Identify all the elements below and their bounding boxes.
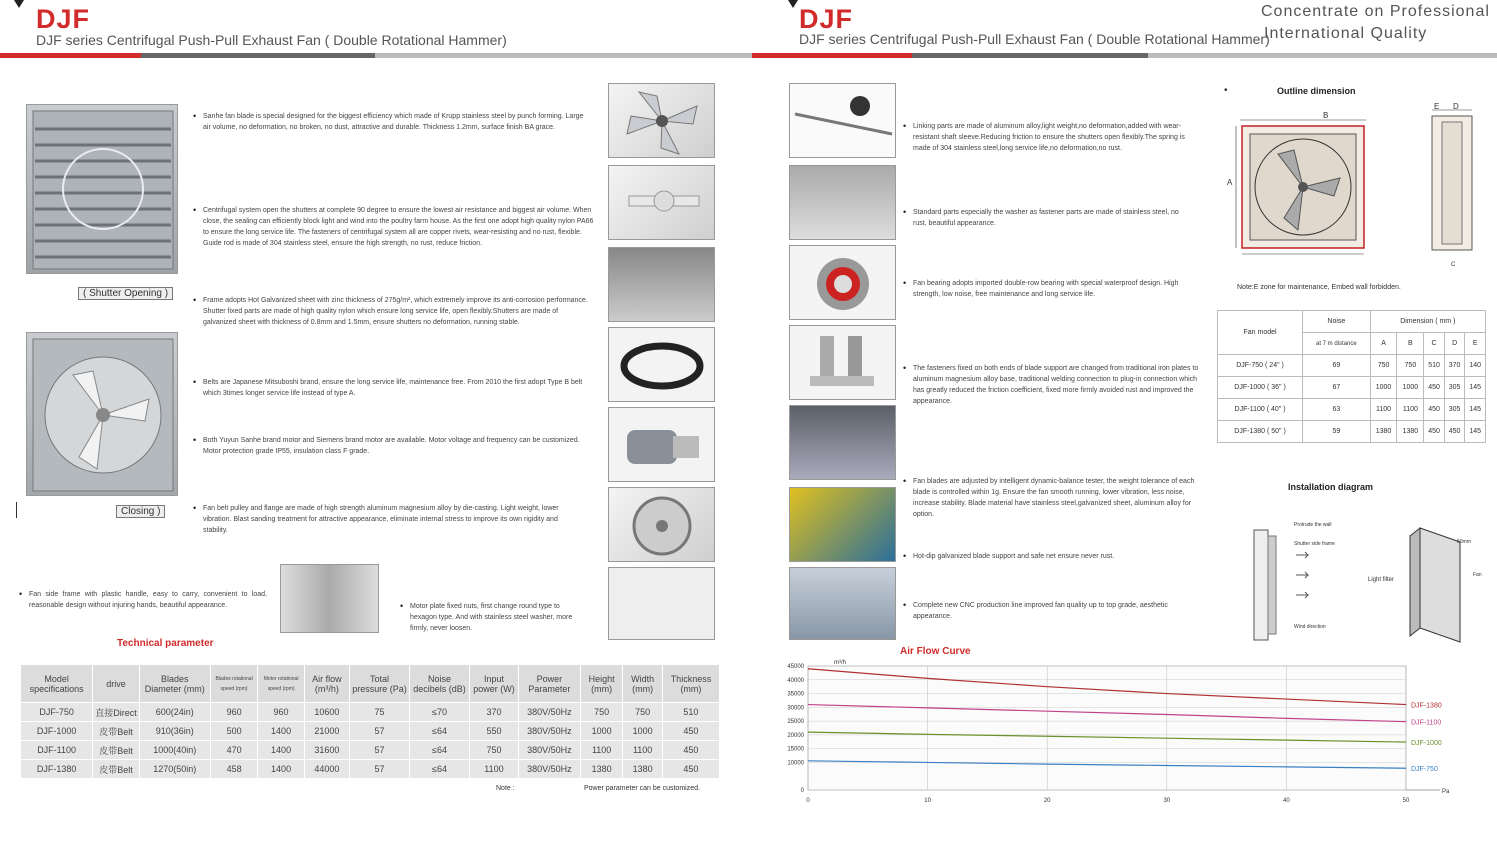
fan-open-drawing [27, 105, 178, 274]
belt-drawing [609, 328, 715, 402]
motor-photo [608, 407, 715, 482]
tech-table-cell: 直接Direct [93, 703, 140, 722]
series-label: DJF-1000 [1411, 740, 1442, 748]
series-label: DJF-1380 [1411, 702, 1442, 710]
dim-table-cell: DJF-1000 ( 36" ) [1218, 377, 1303, 399]
dim-th-dimension: Dimension ( mm ) [1370, 311, 1485, 333]
tech-table-cell: 44000 [304, 760, 349, 779]
corner-mark [14, 0, 24, 8]
th-motor-speed: Motor rotational speed (rpm) [258, 665, 304, 703]
tech-table-cell: 1000(40in) [139, 741, 210, 760]
dimension-table [1217, 310, 1486, 443]
tech-table-row [21, 722, 720, 741]
left-light-bar [375, 53, 752, 58]
tech-table-cell: 510 [662, 703, 719, 722]
dim-label-a: A [1227, 178, 1233, 187]
tech-table-cell: 380V/50Hz [518, 741, 580, 760]
tech-table-cell: DJF-1380 [21, 760, 93, 779]
x-tick-label: 20 [1043, 798, 1051, 804]
tech-table-cell: 皮带Belt [93, 722, 140, 741]
tech-table-cell: 380V/50Hz [518, 703, 580, 722]
right-logo: DJF [799, 4, 854, 34]
bullet-centrifugal-system: • Centrifugal system open the shutters at complete 90 degree to ensure the lowest air resistance and biggest air volume. When close, the sealing can efficiently block light and wind into the poultry farm house. As the first one adopt high quality nylon PA66 to ensure the long service life. The fasteners of centrifugal system all are copper rivets, wear-resisting and no rust, flexible. Guide rod is made of 304 stainless steel, ensure the high strength, no rust, reduce friction. [203, 205, 595, 249]
tech-table-cell: 57 [349, 741, 409, 760]
th-total-pressure: Total pressure (Pa) [349, 665, 409, 703]
air-flow-curve-title: Air Flow Curve [900, 646, 971, 657]
tech-table-cell: 1400 [258, 722, 304, 741]
bullet-belts: • Belts are Japanese Mitsuboshi brand, ensure the long service life, maintenance free. From 2010 the first adopt Type B belt which 3times longer service life instead of type A. [203, 377, 587, 399]
dim-table-cell: 67 [1303, 377, 1371, 399]
tech-table-cell: 450 [662, 722, 719, 741]
shutter-opening-caption: ( Shutter Opening ) [78, 287, 173, 300]
dim-table-cell: 1380 [1397, 421, 1424, 443]
th-input-power: Input power (W) [470, 665, 519, 703]
th-blade-speed: Blades rotational speed (rpm) [210, 665, 258, 703]
fan-closing-image [26, 332, 178, 496]
dim-th-e: E [1465, 333, 1486, 355]
label-50mm: 50mm [1457, 539, 1471, 545]
slogan-line-2: International Quality [1264, 25, 1428, 42]
tech-table-cell: 21000 [304, 722, 349, 741]
blade-drawing [609, 84, 715, 158]
dim-table-cell: 63 [1303, 399, 1371, 421]
tech-table-cell: 380V/50Hz [518, 722, 580, 741]
outline-note: Note:E zone for maintenance, Embed wall forbidden. [1237, 284, 1401, 291]
tech-table-cell: 57 [349, 760, 409, 779]
th-power-parameter: Power Parameter [518, 665, 580, 703]
dim-table-cell: DJF-1380 ( 50" ) [1218, 421, 1303, 443]
y-tick-label: 45000 [787, 664, 804, 670]
th-air-flow: Air flow (m³/h) [304, 665, 349, 703]
dim-table-cell: 145 [1465, 377, 1486, 399]
slogan-line-1: Concentrate on Professional [1261, 3, 1490, 20]
tech-table-row [21, 741, 720, 760]
y-tick-label: 20000 [787, 732, 804, 739]
dim-table-cell: 1000 [1370, 377, 1397, 399]
tech-table-cell: 370 [470, 703, 519, 722]
outline-bullet-icon: • [1224, 85, 1228, 96]
tech-table-cell: ≤64 [410, 722, 470, 741]
x-tick-label: 50 [1402, 798, 1410, 804]
dim-table-cell: 305 [1444, 399, 1465, 421]
dim-label-e: E [1434, 102, 1440, 111]
note-label: Note : [496, 785, 515, 792]
dim-table-cell: 450 [1424, 377, 1445, 399]
centrifugal-part-photo [608, 165, 715, 240]
nuts-photo [608, 567, 715, 640]
linking-parts-photo [789, 83, 896, 158]
tech-table-cell: DJF-750 [21, 703, 93, 722]
dim-table-row [1218, 399, 1486, 421]
bullet-blade-balance: • Fan blades are adjusted by intelligent dynamic-balance tester, the weight tolerance of each blade is controlled within 1g. Ensure the fan smooth running, lower vibration, less noise, increase stability. Blade material have stainless steel,galvanized sheet, aluminum alloy for option. [913, 476, 1197, 520]
series-label: DJF-1100 [1411, 719, 1442, 727]
dim-table-cell: 140 [1465, 355, 1486, 377]
dim-table-cell: 305 [1444, 377, 1465, 399]
bullet-handle: • Fan side frame with plastic handle, easy to carry, convenient to load, reasonable design without injuring hands, beautiful appearance. [29, 589, 267, 611]
x-tick-label: 10 [924, 798, 931, 804]
chart-plot-area [808, 666, 1406, 790]
tech-table-cell: 1380 [623, 760, 663, 779]
dim-table-cell: 59 [1303, 421, 1371, 443]
dim-table-cell: DJF-750 ( 24" ) [1218, 355, 1303, 377]
label-wind-direction: Wind direction [1294, 624, 1326, 630]
installation-diagram-title: Installation diagram [1288, 482, 1374, 492]
balance-tester-photo [789, 405, 896, 480]
dim-table-cell: 69 [1303, 355, 1371, 377]
th-width: Width (mm) [623, 665, 663, 703]
bullet-cnc: • Complete new CNC production line improved fan quality up to top grade, aesthetic appearance. [913, 600, 1197, 622]
frame-photo [608, 247, 715, 322]
dim-th-noise-distance: at 7 m distance [1303, 333, 1371, 355]
tech-table-cell: 1380 [580, 760, 623, 779]
tech-table-cell: ≤70 [410, 703, 470, 722]
dim-table-row [1218, 377, 1486, 399]
left-logo: DJF [36, 4, 91, 34]
dim-table-cell: 370 [1444, 355, 1465, 377]
dim-th-c: C [1424, 333, 1445, 355]
galvanized-line-photo [789, 487, 896, 562]
th-noise: Noise decibels (dB) [410, 665, 470, 703]
label-fan: Fan [1473, 572, 1482, 578]
bullet-motor: • Both Yuyun Sanhe brand motor and Siemens brand motor are available. Motor voltage and frequency can be customized. Motor protection grade IP55, insulation class F grade. [203, 435, 595, 457]
fastener-drawing [790, 326, 896, 400]
dim-th-noise: Noise [1303, 311, 1371, 333]
tech-table-body [21, 703, 720, 779]
dim-th-d: D [1444, 333, 1465, 355]
motor-drawing [609, 408, 715, 482]
outline-dimension-drawing [1220, 98, 1490, 274]
th-thickness: Thickness (mm) [662, 665, 719, 703]
note-text: Power parameter can be customized. [584, 785, 700, 792]
y-tick-label: 25000 [787, 719, 804, 726]
th-model: Model specifications [21, 665, 93, 703]
y-tick-label: 15000 [787, 746, 804, 753]
bullet-frame: • Frame adopts Hot Galvanized sheet with zinc thickness of 275g/m², which extremely improve its anti-corrosion performance. Shutter fixed parts are made of high quality nylon which ensure long service life, open flexibly.Shutters are made of galvanized sheet with thickness of 0.8mm and 1.5mm, ensure shutters no deformation, running stable. [203, 295, 589, 328]
tech-table-cell: 皮带Belt [93, 760, 140, 779]
tech-table-cell: ≤64 [410, 741, 470, 760]
dim-table-row [1218, 355, 1486, 377]
dim-label-b: B [1323, 111, 1329, 120]
y-tick-label: 10000 [787, 760, 804, 767]
dim-table-cell: 145 [1465, 399, 1486, 421]
dim-table-cell: 450 [1424, 399, 1445, 421]
fan-closing-drawing [27, 333, 178, 496]
tech-table-cell: ≤64 [410, 760, 470, 779]
bullet-motor-plate: • Motor plate fixed nuts, first change round type to hexagon type. And with stainless steel washer, more firmly, never loosen. [410, 601, 586, 634]
fan-blade-photo [608, 83, 715, 158]
dim-label-c: C [1451, 262, 1456, 268]
dim-table-body [1218, 355, 1486, 443]
tech-table-header [21, 665, 720, 703]
bullet-pulley: • Fan belt pulley and flange are made of high strength aluminum magnesium alloy by die-casting. Light weight, lower vibration. Blast sanding treatment for attractive appearance, eliminate internal stress to improve its own rigidity and stability. [203, 503, 575, 536]
centrifugal-drawing [609, 166, 715, 240]
tech-table-cell: 450 [662, 760, 719, 779]
tech-table-cell: 750 [470, 741, 519, 760]
bullet-fasteners: • The fasteners fixed on both ends of blade support are changed from traditional iron plates to aluminum magnesium alloy base, traditional welding connection to plug-in connection which has greatly reduced the friction coefficient, fixed more firmly avoided rust and improved the appearance. [913, 363, 1201, 407]
bullet-standard-parts: • Standard parts especially the washer as fastener parts are made of stainless steel, no rust, beautiful appearance. [913, 207, 1193, 229]
tech-table-cell: 380V/50Hz [518, 760, 580, 779]
x-tick-label: 0 [806, 798, 810, 804]
th-height: Height (mm) [580, 665, 623, 703]
standard-parts-photo [789, 165, 896, 240]
x-tick-label: 30 [1163, 798, 1171, 804]
tech-table-cell: 960 [258, 703, 304, 722]
dim-table-cell: 1100 [1397, 399, 1424, 421]
tech-table-row [21, 703, 720, 722]
fan-shutter-open-image [26, 104, 178, 274]
side-frame-photo [280, 564, 379, 633]
tech-table-cell: 1100 [580, 741, 623, 760]
label-shutter-frame: Shutter side frame [1294, 541, 1335, 547]
fastener-photo [789, 325, 896, 400]
series-label: DJF-750 [1411, 766, 1438, 774]
bearing-drawing [790, 246, 896, 320]
dim-table-cell: 510 [1424, 355, 1445, 377]
dim-label-d: D [1453, 102, 1459, 111]
right-subtitle: DJF series Centrifugal Push-Pull Exhaust Fan ( Double Rotational Hammer) [799, 31, 1270, 47]
th-blade-diameter: Blades Diameter (mm) [139, 665, 210, 703]
bullet-fan-blade: • Sanhe fan blade is special designed for the biggest efficiency which made of Krupp stainless steel by punch forming. Large air volume, no deformation, no broken, no dust, attractive and durable. Thickness 1.2mm, surface finish BA grace. [203, 111, 587, 133]
y-tick-label: 35000 [787, 691, 804, 698]
tech-table-cell: 10600 [304, 703, 349, 722]
tech-table-cell: 1400 [258, 741, 304, 760]
dim-table-cell: 750 [1370, 355, 1397, 377]
tech-table-cell: 皮带Belt [93, 741, 140, 760]
y-tick-label: 40000 [787, 677, 804, 684]
corner-mark-right [788, 0, 798, 8]
bullet-linking-parts: • Linking parts are made of aluminum alloy,light weight,no deformation,added with wear-resistant shaft sleeve.Reducing friction to ensure the shutters open flexibly.The spring is made of 304 stainless steel,long service life,no deformation,no rust. [913, 121, 1199, 154]
bullet-hot-dip: • Hot-dip galvanized blade support and safe net ensure never rust. [913, 551, 1199, 562]
tech-table-cell: 1000 [623, 722, 663, 741]
tech-table-cell: 57 [349, 722, 409, 741]
installation-drawing [1250, 520, 1485, 652]
right-red-bar [752, 53, 912, 58]
tech-table-cell: 910(36in) [139, 722, 210, 741]
tech-table-cell: 1000 [580, 722, 623, 741]
dim-th-fan-model: Fan model [1218, 311, 1303, 355]
tech-table-cell: 550 [470, 722, 519, 741]
tech-table-cell: 750 [623, 703, 663, 722]
linking-drawing [790, 84, 896, 158]
belt-photo [608, 327, 715, 402]
pulley-drawing [609, 488, 715, 562]
tech-table-cell: 1100 [470, 760, 519, 779]
dim-table-cell: 1100 [1370, 399, 1397, 421]
dim-table-cell: 145 [1465, 421, 1486, 443]
tech-table-cell: DJF-1100 [21, 741, 93, 760]
right-light-bar [1148, 53, 1497, 58]
technical-parameter-title: Technical parameter [117, 638, 214, 649]
tech-table-cell: 500 [210, 722, 258, 741]
margin-mark [16, 502, 17, 518]
dim-table-cell: 450 [1424, 421, 1445, 443]
x-tick-label: 40 [1283, 798, 1290, 804]
dim-table-cell: 450 [1444, 421, 1465, 443]
dim-table-header-1 [1218, 311, 1486, 333]
y-tick-label: 30000 [787, 705, 804, 712]
tech-table-cell: 458 [210, 760, 258, 779]
cnc-line-photo [789, 567, 896, 640]
label-light-filter: Light filter [1368, 577, 1395, 583]
left-red-bar [0, 53, 141, 58]
dim-table-cell: DJF-1100 ( 40" ) [1218, 399, 1303, 421]
right-dark-bar [912, 53, 1148, 58]
th-drive: drive [93, 665, 140, 703]
tech-table-cell: 470 [210, 741, 258, 760]
tech-table-cell: 1100 [623, 741, 663, 760]
pulley-photo [608, 487, 715, 562]
dim-th-a: A [1370, 333, 1397, 355]
tech-table-cell: DJF-1000 [21, 722, 93, 741]
tech-table-row [21, 760, 720, 779]
tech-table-cell: 31600 [304, 741, 349, 760]
dim-table-cell: 1000 [1397, 377, 1424, 399]
tech-table-cell: 960 [210, 703, 258, 722]
y-tick-label: 0 [800, 788, 804, 794]
closing-caption: Closing ) [116, 505, 165, 518]
air-flow-curve-chart [770, 656, 1490, 806]
dim-table-cell: 1380 [1370, 421, 1397, 443]
tech-table-cell: 1400 [258, 760, 304, 779]
left-dark-bar [141, 53, 375, 58]
tech-table-cell: 750 [580, 703, 623, 722]
outline-dimension-title: Outline dimension [1277, 86, 1356, 96]
technical-parameter-table [20, 664, 720, 779]
dim-th-b: B [1397, 333, 1424, 355]
x-axis-label: Pa [1442, 789, 1450, 795]
left-subtitle: DJF series Centrifugal Push-Pull Exhaust Fan ( Double Rotational Hammer) [36, 32, 507, 48]
bullet-bearing: • Fan bearing adopts imported double-row bearing with special waterproof design. High strength, low noise, free maintenance and long service life. [913, 278, 1193, 300]
tech-table-cell: 75 [349, 703, 409, 722]
dim-table-cell: 750 [1397, 355, 1424, 377]
tech-table-cell: 600(24in) [139, 703, 210, 722]
label-protrude-wall: Protrude the wall [1294, 522, 1332, 528]
y-axis-label: m³/h [834, 660, 846, 666]
bearing-photo [789, 245, 896, 320]
tech-table-cell: 1270(50in) [139, 760, 210, 779]
dim-table-row [1218, 421, 1486, 443]
tech-table-cell: 450 [662, 741, 719, 760]
